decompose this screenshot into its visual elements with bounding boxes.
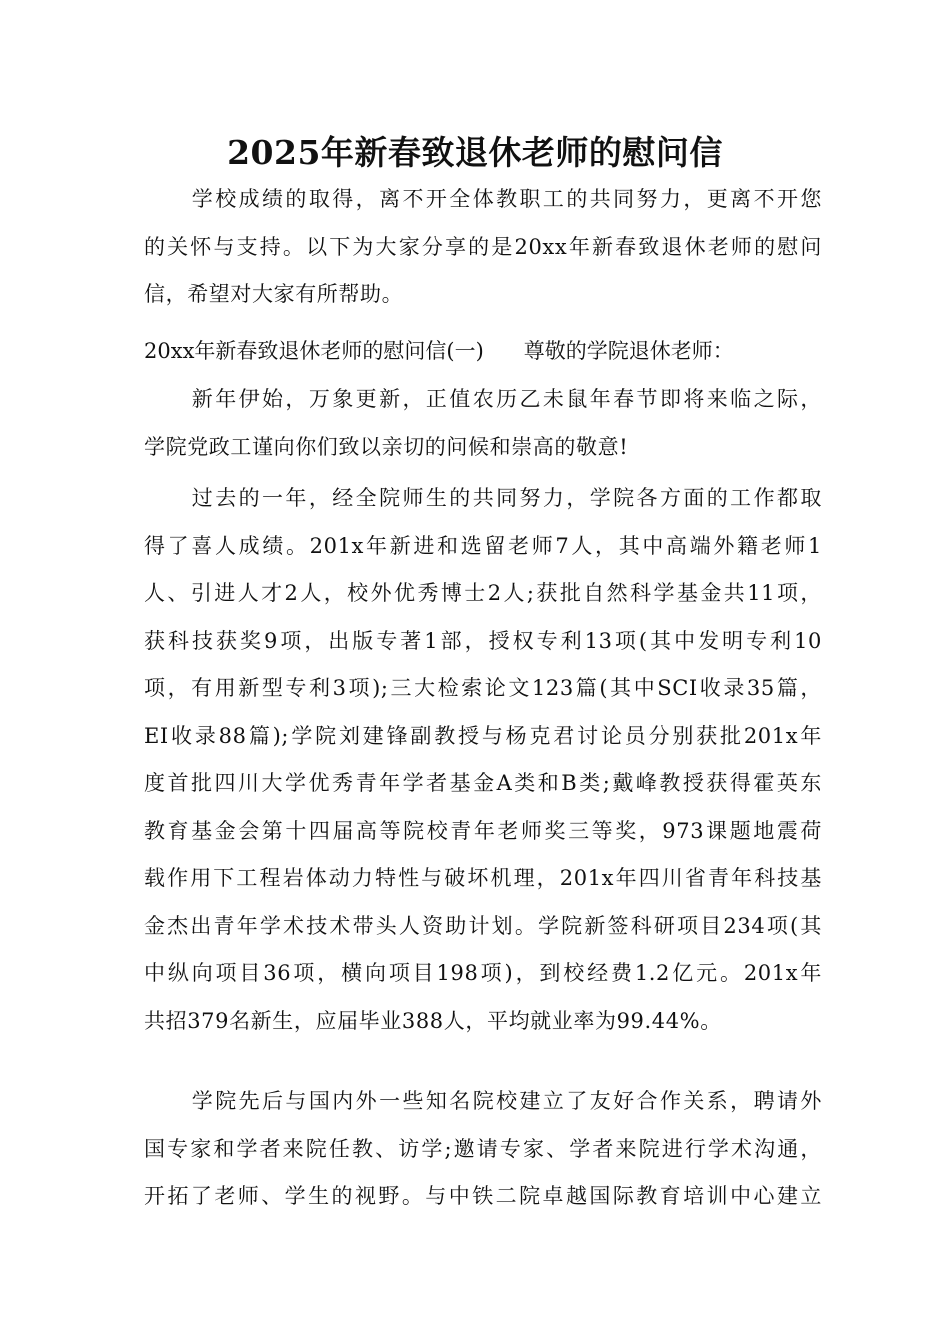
text-line: 度首批四川大学优秀青年学者基金A类和B类;戴峰教授获得霍英东	[144, 771, 822, 795]
text-line: 金杰出青年学术技术带头人资助计划。学院新签科研项目234项(其	[144, 913, 822, 938]
intro-paragraph	[144, 176, 822, 319]
letter-heading-line	[144, 328, 822, 376]
text-line: 教育基金会第十四届高等院校青年老师奖三等奖，973课题地震荷	[144, 818, 822, 843]
text-line: EI收录88篇);学院刘建锋副教授与杨克君讨论员分别获批201x年	[144, 723, 822, 748]
text-line: 过去的一年，经全院师生的共同努力，学院各方面的工作都取	[190, 486, 822, 510]
text-line: 共招379名新生，应届毕业388人，平均就业率为99.44%。	[144, 1008, 722, 1033]
text-line: 的关怀与支持。以下为大家分享的是20xx年新春致退休老师的慰问	[144, 234, 822, 259]
text-line: 新年伊始，万象更新，正值农历乙未鼠年春节即将来临之际，	[190, 387, 822, 411]
text-line: 载作用下工程岩体动力特性与破坏机理，201x年四川省青年科技基	[144, 866, 822, 890]
text-line: 学校成绩的取得，离不开全体教职工的共同努力，更离不开您	[190, 187, 822, 211]
text-line: 国专家和学者来院任教、访学;邀请专家、学者来院进行学术沟通，	[144, 1136, 822, 1161]
text-line: 获科技获奖9项，出版专著1部，授权专利13项(其中发明专利10	[144, 628, 822, 653]
paragraph-cooperation	[144, 1078, 822, 1221]
text-line: 中纵向项目36项，横向项目198项)，到校经费1.2亿元。201x年	[144, 961, 822, 985]
text-line: 项，有用新型专利3项);三大检索论文123篇(其中SCI收录35篇，	[144, 676, 822, 700]
document-title: 2025年新春致退休老师的慰问信	[227, 133, 723, 172]
text-line: 人、引进人才2人，校外优秀博士2人;获批自然科学基金共11项，	[144, 581, 822, 605]
text-line: 信，希望对大家有所帮助。	[144, 282, 404, 306]
text-line: 学院党政工谨向你们致以亲切的问候和崇高的敬意!	[144, 434, 629, 459]
salutation: 尊敬的学院退休老师：	[523, 339, 734, 363]
paragraph-achievements	[144, 475, 822, 1045]
text-line: 开拓了老师、学生的视野。与中铁二院卓越国际教育培训中心建立	[144, 1184, 822, 1208]
paragraph-greeting	[144, 376, 822, 471]
text-line: 得了喜人成绩。201x年新进和选留老师7人，其中高端外籍老师1	[144, 533, 822, 558]
letter-heading: 20xx年新春致退休老师的慰问信(一)	[144, 339, 484, 363]
text-line: 学院先后与国内外一些知名院校建立了友好合作关系，聘请外	[190, 1089, 822, 1113]
